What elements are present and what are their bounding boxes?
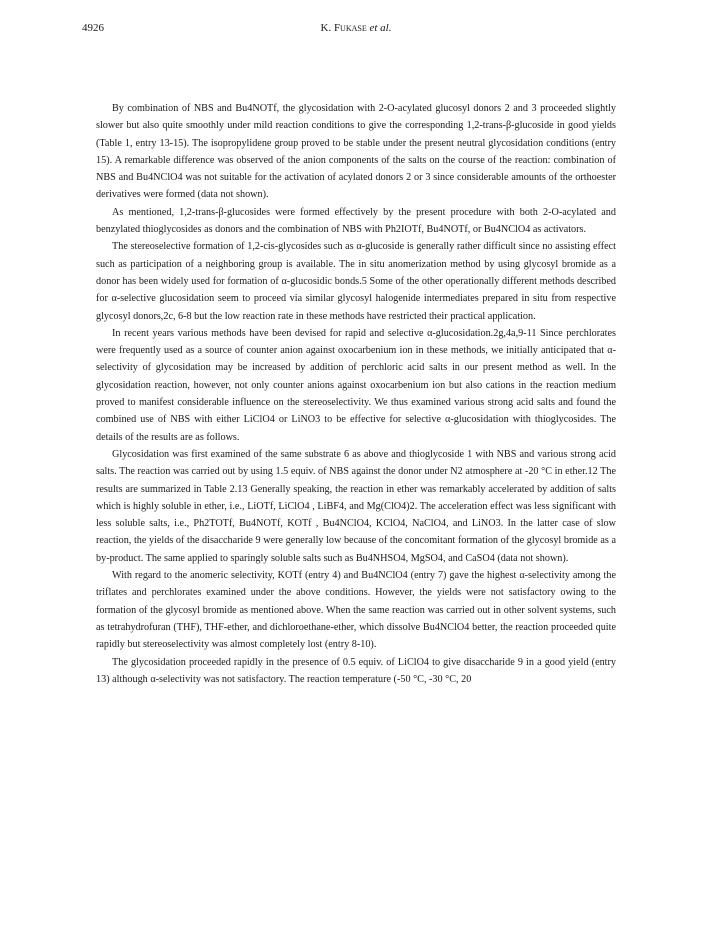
paragraph: In recent years various methods have been devised for rapid and selective α-glucosidation.2g,4a,9-11 Since perchlorates were frequently used as a source of counter anion against oxocarbenium ion in these methods, we initially anticipated that α-selectivity of glycosidation may be increased by addition of perchloric acid salts in our present method as well. In the glycosidation reaction, however, not only counter anions against oxocarbenium ion but also cations in the reaction medium proved to manifest considerable influence on the stereoselectivity. We thus examined various strong acid salts and found the combined use of NBS with either LiClO4 or LiNO3 to be effective for selective α-glucosidation with thioglycosides. The details of the results are as follows.: [96, 327, 616, 443]
running-title: [82, 22, 630, 34]
page-number: 4926: [82, 22, 104, 34]
paragraph: The stereoselective formation of 1,2-cis-glycosides such as α-glucoside is generally rather difficult since no assisting effect such as participation of a neighboring group is available. The in situ anomerization method by using glycosyl bromide as a donor has been widely used for formation of α-glucosidic bonds.5 Some of the other operationally different methods described for α-selective glucosidation seem to proceed via similar glycosyl halogenide intermediates prepared in situ from respective glycosyl donors,2c, 6-8 but the low reaction rate in these methods have restricted their practical application.: [96, 241, 616, 322]
author-etal: et al.: [369, 22, 392, 34]
paragraph: With regard to the anomeric selectivity, KOTf (entry 4) and Bu4NClO4 (entry 7) gave the highest α-selectivity among the triflates and perchlorates examined under the above conditions. However, the yields were not satisfactory owing to the formation of the glycosyl bromide as mentioned above. When the same reaction was carried out in other solvent systems, such as tetrahydrofuran (THF), THF-ether, and dichloroethane-ether, which dissolve Bu4NClO4 better, the reaction proceeded quite rapidly but stereoselectivity was almost completely lost (entry 8-10).: [96, 570, 616, 651]
running-head: [82, 22, 630, 38]
body-text: [96, 100, 616, 688]
author-name: K. Fukase: [320, 22, 367, 34]
paragraph: The glycosidation proceeded rapidly in the presence of 0.5 equiv. of LiClO4 to give disaccharide 9 in a good yield (entry 13) although α-selectivity was not satisfactory. The reaction temperature (-50 °C, -30 °C, 20: [96, 656, 616, 685]
paragraph: Glycosidation was first examined of the same substrate 6 as above and thioglycoside 1 with NBS and various strong acid salts. The reaction was carried out by using 1.5 equiv. of NBS against the donor under N2 atmosphere at -20 °C in ether.12 The results are summarized in Table 2.13 Generally speaking, the reaction in ether was remarkably accelerated by addition of salts which is highly soluble in ether, i.e., LiOTf, LiClO4 , LiBF4, and Mg(ClO4)2. The acceleration effect was less significant with less soluble salts, i.e., Ph2TOTf, Bu4NOTf, KOTf , Bu4NClO4, KClO4, NaClO4, and LiNO3. In the latter case of slow reaction, the yields of the disaccharide 9 were generally low because of the concomitant formation of the glycosyl bromide as a by-product. The same applied to sparingly soluble salts such as Bu4NHSO4, MgSO4, and CaSO4 (data not shown).: [96, 448, 616, 564]
paragraph: As mentioned, 1,2-trans-β-glucosides were formed effectively by the present procedure with both 2-O-acylated and benzylated thioglycosides as donors and the combination of NBS with Ph2IOTf, Bu4NOTf, or Bu4NClO4 as activators.: [96, 206, 616, 236]
paragraph: By combination of NBS and Bu4NOTf, the glycosidation with 2-O-acylated glucosyl donors 2 and 3 proceeded slightly slower but also quite smoothly under mild reaction conditions to give the corresponding 1,2-trans-β-glucoside in good yields (Table 1, entry 13-15). The isopropylidene group proved to be stable under the present neutral glycosidation conditions (entry 15). A remarkable difference was observed of the anion components of the salts on the course of the reaction: combination of NBS and Bu4NClO4 was not suitable for the activation of acylated donors 2 or 3 since considerable amounts of the orthoester derivatives were formed (data not shown).: [96, 103, 616, 201]
